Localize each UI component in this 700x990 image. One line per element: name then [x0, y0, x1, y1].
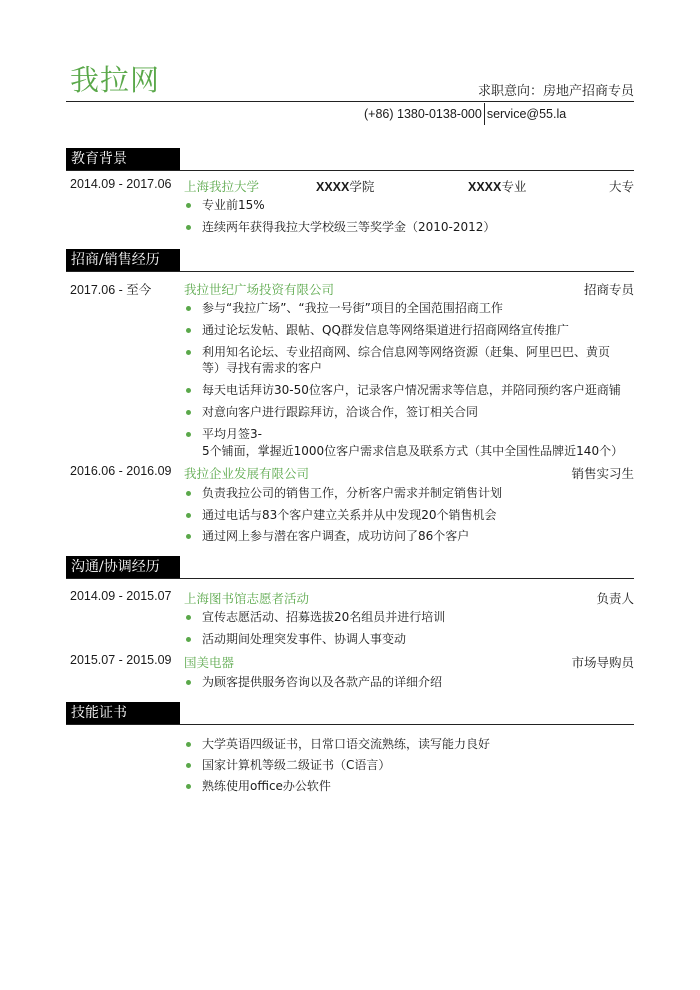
section-divider [66, 170, 634, 171]
school-name: 上海我拉大学 [184, 179, 260, 194]
bullet-dot-icon [186, 615, 191, 620]
bullet-dot-icon [186, 350, 191, 355]
bullet-dot-icon [186, 388, 191, 393]
section-divider [66, 724, 634, 725]
company-name: 我拉企业发展有限公司 [184, 466, 310, 481]
section-header-sales [66, 249, 634, 272]
section-header-skills [66, 702, 634, 725]
bullet-dot-icon [186, 328, 191, 333]
bullet-dot-icon [186, 306, 191, 311]
communication-entry [70, 589, 634, 607]
sales-entry [70, 280, 634, 298]
job-objective: 求职意向：房地产招商专员 [477, 84, 634, 99]
bullet-dot-icon [186, 513, 191, 518]
bullet-dot-icon [186, 203, 191, 208]
section-title: 沟通/协调经历 [66, 556, 180, 579]
bullet-dot-icon [186, 491, 191, 496]
contact-info [364, 103, 566, 125]
degree: 大专 [608, 179, 634, 194]
entry-date: 2014.09 - 2015.07 [70, 589, 172, 603]
section-title: 技能证书 [66, 702, 180, 725]
college-name: XXXX学院 [316, 179, 375, 194]
sales-entry [70, 464, 634, 482]
section-divider [66, 271, 634, 272]
organization-name: 上海图书馆志愿者活动 [184, 591, 310, 606]
education-entry [70, 177, 634, 195]
company-name: 我拉世纪广场投资有限公司 [184, 282, 335, 297]
section-header-education [66, 148, 634, 171]
bullet-dot-icon [186, 742, 191, 747]
organization-name: 国美电器 [184, 655, 235, 670]
contact-separator [484, 103, 485, 125]
job-role: 负责人 [596, 591, 634, 606]
bullet-dot-icon [186, 680, 191, 685]
entry-date: 2015.07 - 2015.09 [70, 653, 172, 667]
job-role: 招商专员 [583, 282, 634, 297]
header-divider [66, 101, 634, 102]
bullet-dot-icon [186, 410, 191, 415]
job-role: 市场导购员 [571, 655, 634, 670]
section-header-communication [66, 556, 634, 579]
phone-number: (+86) 1380-0138-000 [364, 107, 482, 121]
entry-date: 2016.06 - 2016.09 [70, 464, 172, 478]
candidate-name: 我拉网 [70, 63, 161, 97]
section-title: 教育背景 [66, 148, 180, 171]
section-title: 招商/销售经历 [66, 249, 180, 272]
bullet-dot-icon [186, 225, 191, 230]
entry-date: 2017.06 - 至今 [70, 283, 152, 297]
bullet-dot-icon [186, 637, 191, 642]
communication-entry [70, 653, 634, 671]
bullet-dot-icon [186, 763, 191, 768]
email-address[interactable]: service@55.la [486, 107, 567, 121]
bullet-dot-icon [186, 534, 191, 539]
section-divider [66, 578, 634, 579]
job-role: 销售实习生 [571, 466, 634, 481]
resume-page: 我拉网 求职意向：房地产招商专员 (+86) 1380-0138-000 service@55.la 教育背景 2014.09 - 2017.06 上海我拉大学 XXXX学院 XXXX专业 大专 专业前15% 连续两年获得我拉大学校级三等奖学金（2010-2012） 招商/销售经历 2017.06 - 至今 我拉世纪广场投资有限公司 招商专员 参与“我拉广场”、“我拉一号街”项目的全国范围招商工作 通过论坛发帖、跟帖、QQ群发信息等网络渠道进行招商网络宣传推广 利用知名论坛、专业招商网、综合信息网等网络资源（赶集、阿里巴巴、黄页 等）寻找有需求的客户 每天电话拜访30-50位客户，记录客户情况需求等信息，并陪同预约客户逛商铺 对意向客户进行跟踪拜访，洽谈合作，签订相关合同 平均月签3- 5个铺面，掌握近1000位客户需求信息及联系方式（其中全国性品牌近140个） 2016.06 - 2016.09 我拉企业发展有限公司 销售实习生 负责我拉公司的销售工作，分析客户需求并制定销售计划 通过电话与83个客户建立关系并从中发现20个销售机会 通过网上参与潜在客户调查，成功访问了86个客户 沟通/协调经历 2014.09 - 2015.07 上海图书馆志愿者活动 负责人 宣传志愿活动、招募选拔20名组员并进行培训 活动期间处理突发事件、协调人事变动 2015.07 - 2015.09 国美电器 市场导购员 为顾客提供服务咨询以及各款产品的详细介绍 技能证书 大学英语四级证书，日常口语交流熟练，读写能力良好 国家计算机等级二级证书（C语言） 熟练使用office办公软件 [0, 0, 700, 990]
major-name: XXXX专业 [468, 179, 527, 194]
bullet-dot-icon [186, 432, 191, 437]
entry-date: 2014.09 - 2017.06 [70, 177, 172, 191]
bullet-dot-icon [186, 784, 191, 789]
